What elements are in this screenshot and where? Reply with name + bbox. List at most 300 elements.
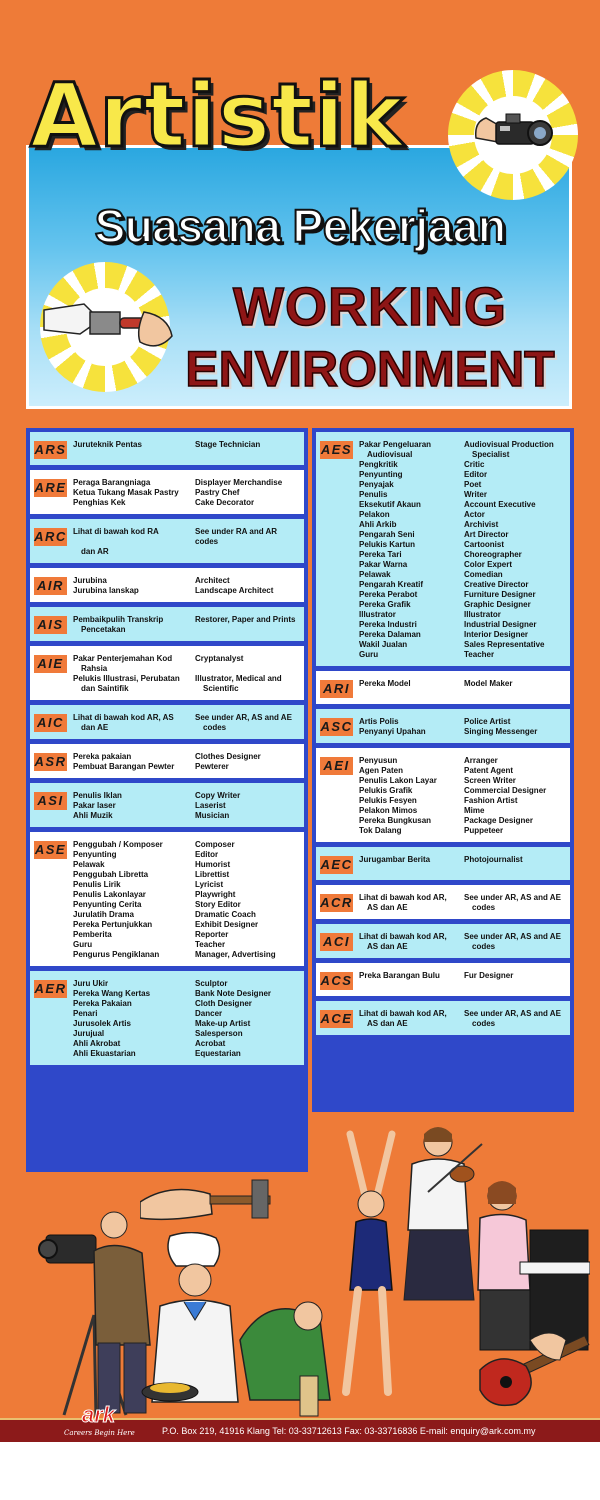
occupation-list	[73, 527, 300, 557]
occupation-entry	[73, 674, 300, 684]
occupation-english: codes	[472, 942, 496, 951]
occupation-entry	[359, 806, 566, 816]
code-badge: AIC	[34, 714, 67, 732]
code-badge: ACI	[320, 933, 353, 951]
code-badge: AIS	[34, 616, 67, 634]
occupation-entry	[73, 576, 300, 586]
occupation-entry	[73, 723, 300, 733]
occupation-entry	[73, 654, 300, 664]
occupation-english: Cartoonist	[464, 540, 504, 549]
occupation-malay: Ahli Ekuastarian	[73, 1049, 136, 1058]
occupation-english: Exhibit Designer	[195, 920, 259, 929]
occupation-malay: Penyunting Cerita	[73, 900, 142, 909]
occupation-malay: Pakar Warna	[359, 560, 408, 569]
occupation-english: Fashion Artist	[464, 796, 518, 805]
occupation-english: Humorist	[195, 860, 231, 869]
occupation-english: Pewterer	[195, 762, 229, 771]
occupation-english: Teacher	[195, 940, 226, 949]
occupation-malay: Wakil Jualan	[359, 640, 408, 649]
occupation-english: Equestarian	[195, 1049, 241, 1058]
occupation-english: Displayer Merchandise	[195, 478, 283, 487]
occupation-list	[73, 478, 300, 508]
occupation-malay: Ahli Muzik	[73, 811, 113, 820]
occupation-english: Illustrator, Medical and	[195, 674, 282, 683]
code-badge: ASE	[34, 842, 67, 857]
occupation-english: Editor	[195, 850, 219, 859]
title-suasana-pekerjaan: Suasana Pekerjaan	[94, 200, 506, 252]
occupation-english: Dancer	[195, 1009, 223, 1018]
occupation-entry	[359, 520, 566, 530]
occupation-malay: Pereka pakaian	[73, 752, 132, 761]
occupation-list	[73, 654, 300, 694]
occupation-malay: Jurulatih Drama	[73, 910, 134, 919]
occupation-english: Puppeteer	[464, 826, 504, 835]
occupation-entry	[359, 630, 566, 640]
occupation-list	[359, 932, 566, 952]
code-row-are	[30, 470, 304, 514]
code-row-asi	[30, 783, 304, 827]
occupation-entry	[73, 940, 300, 950]
occupation-malay: Penulis Lirik	[73, 880, 121, 889]
code-badge: ARE	[34, 480, 67, 495]
code-row-asr	[30, 744, 304, 778]
occupation-entry	[359, 500, 566, 510]
occupation-malay: Pereka Pertunjukkan	[73, 920, 153, 929]
occupation-english: Arranger	[464, 756, 498, 765]
occupation-english: Manager, Advertising	[195, 950, 276, 959]
ark-logo-text: ark	[82, 1402, 116, 1427]
occupation-entry	[359, 903, 566, 913]
occupation-entry	[73, 979, 300, 989]
occupation-entry	[359, 530, 566, 540]
occupation-malay: Guru	[359, 650, 379, 659]
occupation-entry	[359, 893, 566, 903]
occupation-english: Specialist	[472, 450, 510, 459]
code-row-ace	[316, 1001, 570, 1035]
occupation-malay: Preka Barangan Bulu	[359, 971, 440, 980]
occupation-english: Photojournalist	[464, 855, 523, 864]
occupation-entry	[359, 826, 566, 836]
occupation-english: Comedian	[464, 570, 503, 579]
occupation-entry	[73, 920, 300, 930]
code-badge: ACS	[320, 973, 353, 988]
occupation-english: See under AR, AS and AE	[195, 713, 292, 722]
occupation-list	[359, 1009, 566, 1029]
code-row-arc	[30, 519, 304, 563]
occupation-entry	[359, 971, 566, 981]
code-badge: ACE	[320, 1011, 353, 1026]
code-badge: ARI	[320, 680, 353, 698]
occupation-english: Copy Writer	[195, 791, 241, 800]
occupation-entry	[359, 640, 566, 650]
code-row-acs	[316, 963, 570, 996]
occupation-list	[359, 679, 566, 689]
occupation-malay: Pencetakan	[81, 625, 126, 634]
occupation-list	[73, 440, 300, 450]
code-badge: AIE	[34, 655, 67, 673]
occupation-malay: Penghias Kek	[73, 498, 126, 507]
occupation-malay: Ahli Arkib	[359, 520, 397, 529]
occupation-english: Make-up Artist	[195, 1019, 251, 1028]
occupation-entry	[73, 890, 300, 900]
occupation-entry	[359, 490, 566, 500]
code-badge: ASC	[320, 719, 353, 734]
footer-contact: P.O. Box 219, 41916 Klang Tel: 03-33712613 Fax: 03-33716836 E-mail: enquiry@ark.com.my	[162, 1426, 536, 1436]
occupation-entry	[73, 860, 300, 870]
occupation-list	[359, 855, 566, 865]
occupation-malay: Jurujual	[73, 1029, 105, 1038]
occupation-entry	[73, 1009, 300, 1019]
occupation-malay: Pakar laser	[73, 801, 116, 810]
occupation-english: Cryptanalyst	[195, 654, 244, 663]
occupation-malay: Lihat di bawah kod RA	[73, 527, 159, 536]
occupation-malay: Penyanyi Upahan	[359, 727, 426, 736]
occupation-english: Graphic Designer	[464, 600, 531, 609]
occupation-malay: Pelawak	[73, 860, 105, 869]
occupation-malay: Tok Dalang	[359, 826, 402, 835]
occupation-entry	[359, 932, 566, 942]
occupation-malay: Ahli Akrobat	[73, 1039, 121, 1048]
occupation-english: Teacher	[464, 650, 495, 659]
occupation-malay: Jurusolek Artis	[73, 1019, 131, 1028]
occupation-english: Furniture Designer	[464, 590, 536, 599]
occupation-malay: Penyusun	[359, 756, 398, 765]
occupation-entry	[73, 752, 300, 762]
occupation-entry	[73, 762, 300, 772]
occupation-malay: Pembuat Barangan Pewter	[73, 762, 175, 771]
occupation-malay: Pakar Penterjemahan Kod	[73, 654, 173, 663]
video-camera-icon	[470, 100, 560, 170]
occupation-english: codes	[472, 903, 496, 912]
code-badge: ARS	[34, 442, 67, 457]
occupation-entry	[73, 880, 300, 890]
occupation-malay: AS dan AE	[367, 1019, 408, 1028]
occupation-malay: Lihat di bawah kod AR,	[359, 932, 447, 941]
occupation-english: Landscape Architect	[195, 586, 274, 595]
occupation-english: Scientific	[203, 684, 239, 693]
occupation-list	[73, 615, 300, 635]
occupation-english: Color Expert	[464, 560, 513, 569]
occupation-malay: Peraga Barangniaga	[73, 478, 151, 487]
ark-logo	[64, 1402, 154, 1442]
occupation-english: Police Artist	[464, 717, 511, 726]
occupation-malay: Penggubah / Komposer	[73, 840, 163, 849]
occupation-malay: Penyajak	[359, 480, 394, 489]
occupation-malay: Juruteknik Pentas	[73, 440, 142, 449]
code-row-ars	[30, 432, 304, 465]
occupation-malay: AS dan AE	[367, 903, 408, 912]
code-row-acr	[316, 885, 570, 919]
occupation-malay: dan AE	[81, 723, 109, 732]
occupation-entry	[359, 480, 566, 490]
occupation-malay: Lihat di bawah kod AR,	[359, 893, 447, 902]
occupation-entry	[73, 664, 300, 674]
code-row-aes	[316, 432, 570, 666]
code-badge: ARC	[34, 529, 67, 544]
occupation-malay: Jurubina	[73, 576, 107, 585]
occupation-english: Laserist	[195, 801, 226, 810]
ark-tagline: Careers Begin Here	[64, 1429, 135, 1437]
occupation-malay: Penulis Lakon Layar	[359, 776, 437, 785]
occupation-malay: Audiovisual	[367, 450, 413, 459]
code-badge: AIR	[34, 577, 67, 595]
occupation-english: Pastry Chef	[195, 488, 240, 497]
occupation-english: Audiovisual Production	[464, 440, 554, 449]
occupation-malay: AS dan AE	[367, 942, 408, 951]
occupation-english: Model Maker	[464, 679, 513, 688]
code-row-aec	[316, 847, 570, 880]
code-badge: ASI	[34, 792, 67, 810]
occupation-english: See under RA and AR codes	[195, 527, 278, 546]
occupation-english: Editor	[464, 470, 488, 479]
occupation-malay: Pereka Wang Kertas	[73, 989, 151, 998]
occupation-malay: Lihat di bawah kod AR,	[359, 1009, 447, 1018]
occupation-entry	[73, 527, 300, 547]
occupation-english: Reporter	[195, 930, 229, 939]
occupation-english: Actor	[464, 510, 485, 519]
occupation-malay: dan AR	[81, 547, 109, 556]
occupation-malay: Ketua Tukang Masak Pastry	[73, 488, 179, 497]
occupation-entry	[359, 560, 566, 570]
occupation-malay: Jurugambar Berita	[359, 855, 431, 864]
occupation-english: Librettist	[195, 870, 230, 879]
occupation-list	[359, 893, 566, 913]
occupation-english: Creative Director	[464, 580, 529, 589]
code-badge: AER	[34, 981, 67, 996]
occupation-english: Cake Decorator	[195, 498, 255, 507]
occupation-malay: Pereka Tari	[359, 550, 402, 559]
code-row-aic	[30, 705, 304, 739]
occupation-english: Patent Agent	[464, 766, 514, 775]
occupation-malay: Penggubah Libretta	[73, 870, 149, 879]
code-row-ari	[316, 671, 570, 704]
occupation-entry	[73, 625, 300, 635]
title-working: WORKING	[233, 277, 507, 337]
occupation-malay: Pereka Model	[359, 679, 411, 688]
left-code-table	[26, 428, 308, 1172]
code-row-aie	[30, 646, 304, 700]
occupation-english: Clothes Designer	[195, 752, 261, 761]
occupation-malay: Artis Polis	[359, 717, 399, 726]
occupation-entry	[359, 679, 566, 689]
occupation-english: Art Director	[464, 530, 509, 539]
occupation-list	[359, 440, 566, 660]
occupation-english: Sales Representative	[464, 640, 545, 649]
occupation-malay: Lihat di bawah kod AR, AS	[73, 713, 174, 722]
occupation-english: codes	[203, 723, 227, 732]
code-row-aci	[316, 924, 570, 958]
occupation-entry	[73, 801, 300, 811]
occupation-entry	[73, 950, 300, 960]
occupation-english: Bank Note Designer	[195, 989, 272, 998]
occupation-entry	[73, 811, 300, 821]
occupation-entry	[359, 540, 566, 550]
occupation-english: Musician	[195, 811, 230, 820]
occupation-malay: Pengurus Pengiklanan	[73, 950, 160, 959]
occupation-entry	[359, 620, 566, 630]
occupation-english: Story Editor	[195, 900, 241, 909]
occupation-entry	[359, 786, 566, 796]
occupation-entry	[73, 1029, 300, 1039]
occupation-malay: Pelukis Fesyen	[359, 796, 417, 805]
occupation-malay: Guru	[73, 940, 93, 949]
occupation-malay: Pelakon Mimos	[359, 806, 418, 815]
occupation-entry	[359, 855, 566, 865]
occupation-entry	[359, 470, 566, 480]
occupation-entry	[359, 570, 566, 580]
occupation-malay: Eksekutif Akaun	[359, 500, 421, 509]
occupation-entry	[359, 600, 566, 610]
occupation-malay: Pereka Dalaman	[359, 630, 421, 639]
occupation-entry	[359, 942, 566, 952]
occupation-malay: Pemberita	[73, 930, 112, 939]
occupation-english: See under AR, AS and AE	[464, 932, 561, 941]
occupation-english: Lyricist	[195, 880, 224, 889]
occupation-english: Salesperson	[195, 1029, 243, 1038]
occupation-malay: Pengkritik	[359, 460, 398, 469]
occupation-entry	[359, 610, 566, 620]
code-row-aei	[316, 748, 570, 842]
occupation-malay: Pelukis Kartun	[359, 540, 416, 549]
occupation-entry	[359, 776, 566, 786]
occupation-english: Account Executive	[464, 500, 536, 509]
occupation-malay: Pelakon	[359, 510, 390, 519]
paintbrush-hand-icon	[40, 290, 180, 370]
occupation-entry	[73, 900, 300, 910]
occupation-malay: Pereka Bungkusan	[359, 816, 432, 825]
occupation-english: Mime	[464, 806, 485, 815]
occupation-entry	[359, 816, 566, 826]
occupation-malay: Pereka Pakaian	[73, 999, 132, 1008]
occupation-entry	[359, 590, 566, 600]
occupation-english: See under AR, AS and AE	[464, 1009, 561, 1018]
occupation-entry	[359, 796, 566, 806]
occupation-malay: Pengarah Kreatif	[359, 580, 424, 589]
occupation-english: Commercial Designer	[464, 786, 547, 795]
occupation-english: Screen Writer	[464, 776, 516, 785]
occupation-list	[73, 791, 300, 821]
occupation-english: Fur Designer	[464, 971, 514, 980]
occupation-malay: Pengarah Seni	[359, 530, 415, 539]
occupation-english: Dramatic Coach	[195, 910, 256, 919]
occupation-english: Acrobat	[195, 1039, 226, 1048]
occupation-malay: Pakar Pengeluaran	[359, 440, 432, 449]
occupation-english: See under AR, AS and AE	[464, 893, 561, 902]
occupation-entry	[73, 1049, 300, 1059]
occupation-english: Package Designer	[464, 816, 533, 825]
occupation-entry	[359, 550, 566, 560]
occupation-list	[359, 756, 566, 836]
occupation-entry	[73, 440, 300, 450]
occupation-entry	[73, 1039, 300, 1049]
code-row-air	[30, 568, 304, 602]
title-environment: ENVIRONMENT	[185, 341, 555, 397]
occupation-english: codes	[472, 1019, 496, 1028]
code-row-asc	[316, 709, 570, 743]
occupation-english: Composer	[195, 840, 235, 849]
occupation-english: Playwright	[195, 890, 236, 899]
occupation-entry	[359, 450, 566, 460]
code-badge: ACR	[320, 895, 353, 910]
occupation-entry	[73, 586, 300, 596]
occupation-english: Illustrator	[464, 610, 501, 619]
occupation-english: Industrial Designer	[464, 620, 537, 629]
occupation-english: Choreographer	[464, 550, 522, 559]
occupation-entry	[73, 478, 300, 488]
occupation-entry	[359, 1019, 566, 1029]
occupation-entry	[73, 547, 300, 557]
occupation-entry	[73, 989, 300, 999]
occupation-list	[73, 713, 300, 733]
occupation-entry	[73, 870, 300, 880]
occupation-entry	[73, 615, 300, 625]
code-badge: AEC	[320, 857, 353, 872]
occupation-entry	[359, 650, 566, 660]
right-code-table	[312, 428, 574, 1112]
code-badge: ASR	[34, 754, 67, 769]
occupation-entry	[359, 580, 566, 590]
occupation-entry	[359, 727, 566, 737]
occupation-english: Architect	[195, 576, 230, 585]
occupation-english: Archivist	[464, 520, 499, 529]
occupation-english: Critic	[464, 460, 485, 469]
occupation-english: Stage Technician	[195, 440, 261, 449]
code-row-aer	[30, 971, 304, 1065]
occupation-entry	[73, 999, 300, 1009]
title-artistik: Artistik	[30, 64, 405, 167]
occupation-english: Interior Designer	[464, 630, 529, 639]
occupation-entry	[359, 717, 566, 727]
occupation-malay: Illustrator	[359, 610, 396, 619]
occupation-list	[73, 752, 300, 772]
code-row-ais	[30, 607, 304, 641]
occupation-entry	[359, 440, 566, 450]
occupation-entry	[73, 488, 300, 498]
occupation-entry	[359, 1009, 566, 1019]
occupation-malay: Rahsia	[81, 664, 108, 673]
occupation-entry	[73, 910, 300, 920]
occupation-malay: Pembaikpulih Transkrip	[73, 615, 164, 624]
occupation-list	[73, 979, 300, 1059]
code-row-ase	[30, 832, 304, 966]
code-badge: AEI	[320, 757, 353, 775]
occupation-malay: Pelukis Illustrasi, Perubatan	[73, 674, 180, 683]
occupation-malay: Juru Ukir	[73, 979, 109, 988]
occupation-entry	[73, 850, 300, 860]
occupation-malay: Pereka Grafik	[359, 600, 411, 609]
occupation-list	[359, 717, 566, 737]
occupation-list	[73, 840, 300, 960]
occupation-malay: Pereka Industri	[359, 620, 417, 629]
occupation-english: Sculptor	[195, 979, 228, 988]
occupation-entry	[359, 756, 566, 766]
occupation-english: Writer	[464, 490, 487, 499]
occupation-english: Poet	[464, 480, 482, 489]
occupation-english: Singing Messenger	[464, 727, 538, 736]
occupation-entry	[73, 684, 300, 694]
occupation-malay: Pereka Perabot	[359, 590, 418, 599]
bottom-margin	[0, 1442, 600, 1500]
occupation-english: Cloth Designer	[195, 999, 252, 1008]
occupation-malay: Penyunting	[73, 850, 117, 859]
occupation-malay: Pelawak	[359, 570, 391, 579]
occupation-malay: Pelukis Grafik	[359, 786, 413, 795]
occupation-malay: dan Saintifik	[81, 684, 129, 693]
occupation-malay: Penulis	[359, 490, 388, 499]
guitar-hand	[470, 1320, 595, 1415]
occupation-malay: Penulis Iklan	[73, 791, 122, 800]
occupation-malay: Agen Paten	[359, 766, 404, 775]
